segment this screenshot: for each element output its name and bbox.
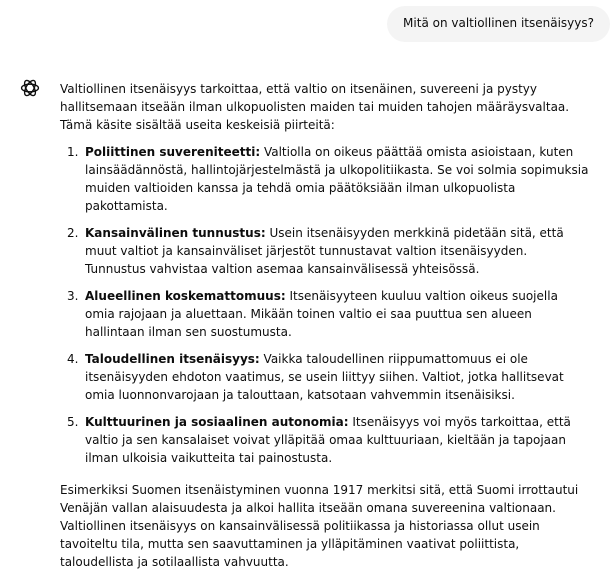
key-features-list bbox=[60, 143, 590, 467]
list-item bbox=[60, 143, 590, 215]
list-item bbox=[60, 350, 590, 404]
assistant-message bbox=[60, 80, 590, 571]
list-item-number: 5. bbox=[67, 415, 79, 429]
list-item-text: Valtiolla on oikeus päättää omista asioistaan, kuten lainsäädännöstä, hallintojärjestelmästä ja ulkopolitiikasta. Se voi solmia sopimuksia muiden valtioiden kanssa ja tehdä omia päätöksiään ilman ulkopuolista pakottamista. bbox=[85, 145, 589, 213]
list-item-text: Itsenäisyys voi myös tarkoittaa, että valtio ja sen kansalaiset voivat ylläpitää omaa kulttuuriaan, kieltään ja tapojaan ilman ulkoisia vaikutteita tai painostusta. bbox=[85, 415, 571, 465]
list-item-term: Kulttuurinen ja sosiaalinen autonomia: bbox=[85, 415, 349, 429]
list-item bbox=[60, 413, 590, 467]
list-item-term: Taloudellinen itsenäisyys: bbox=[85, 352, 260, 366]
list-item-text: Itsenäisyyteen kuuluu valtion oikeus suojella omia rajojaan ja aluettaan. Mikään toinen valtio ei saa puuttua sen alueen hallintaan ilman sen suostumusta. bbox=[85, 289, 558, 339]
list-item-number: 3. bbox=[67, 289, 79, 303]
list-item-term: Kansainvälinen tunnustus: bbox=[85, 226, 266, 240]
list-item bbox=[60, 224, 590, 278]
assistant-intro-paragraph: Valtiollinen itsenäisyys tarkoittaa, että valtio on itsenäinen, suvereeni ja pystyy hallitsemaan itseään ilman ulkopuolisten maiden tai muiden tahojen määräysvaltaa. Tämä käsite sisältää useita keskeisiä piirteitä: bbox=[60, 82, 570, 132]
list-item-number: 1. bbox=[67, 145, 79, 159]
openai-logo-icon bbox=[19, 77, 41, 99]
user-message-bubble: Mitä on valtiollinen itsenäisyys? bbox=[387, 6, 610, 42]
list-item-number: 2. bbox=[67, 226, 79, 240]
user-message-row bbox=[387, 6, 610, 42]
list-item-text: Vaikka taloudellinen riippumattomuus ei ole itsenäisyyden ehdoton vaatimus, se usein liittyy siihen. Valtiot, jotka hallitsevat omia luonnonvarojaan ja talouttaan, katsotaan vahvemmin itsenäisiksi. bbox=[85, 352, 564, 402]
list-item-term: Alueellinen koskemattomuus: bbox=[85, 289, 286, 303]
list-item bbox=[60, 287, 590, 341]
list-item-text: Usein itsenäisyyden merkkinä pidetään sitä, että muut valtiot ja kansainväliset järjestöt tunnustavat valtion itsenäisyyden. Tunnustus vahvistaa valtion asemaa kansainvälisessä yhteisössä. bbox=[85, 226, 564, 276]
list-item-number: 4. bbox=[67, 352, 79, 366]
list-item-term: Poliittinen suvereniteetti: bbox=[85, 145, 261, 159]
assistant-outro-paragraph: Esimerkiksi Suomen itsenäistyminen vuonna 1917 merkitsi sitä, että Suomi irrottautui Venäjän vallan alaisuudesta ja alkoi hallita itseään omana suvereenina valtionaan. Valtiollinen itsenäisyys on kansainvälisessä politiikassa ja historiassa ollut usein tavoiteltu tila, mutta sen saavuttaminen ja ylläpitäminen vaativat poliittista, taloudellista ja sotilaallista vahvuutta. bbox=[60, 483, 579, 569]
